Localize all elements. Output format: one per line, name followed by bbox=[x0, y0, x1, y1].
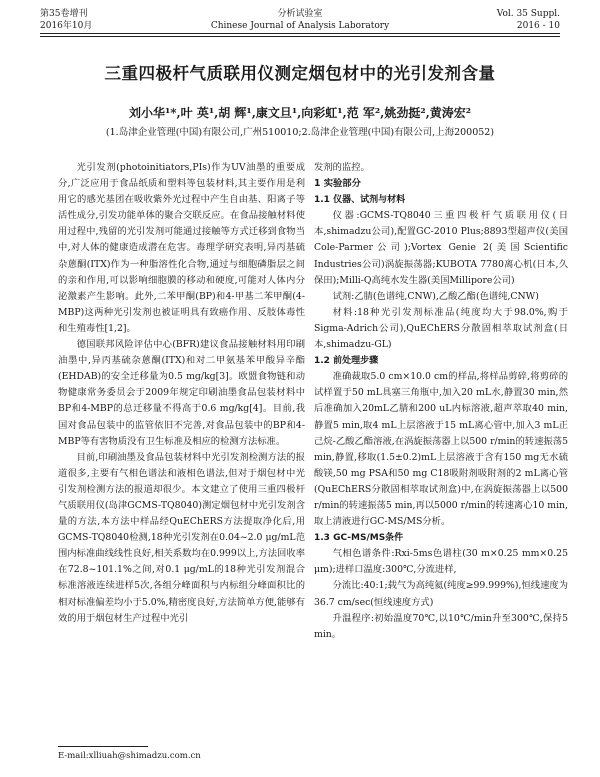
gc-conditions-paragraph: 气相色谱条件:Rxi-5ms色谱柱(30 m×0.25 mm×0.25 μm);进样口温度:300℃,分流进样, bbox=[314, 548, 568, 576]
subsection-heading-pretreatment: 1.2 前处理步骤 bbox=[314, 356, 379, 367]
subsection-heading-instruments: 1.1 仪器、试剂与材料 bbox=[314, 195, 406, 206]
intro-paragraph-1: 光引发剂(photoinitiators,PIs)作为UV油墨的重要成分,广泛应用于食品纸质和塑料等包装材料,其主要作用是利用它的感光基团在吸收紫外光过程中产生自由基、阳离子等活性成分,引发功能单体的聚合交联反应。在食品接触材料使用过程中,残留的光引发剂可能通过接触等方式迁移到食物当中,对人体的健康造成潜在危害。毒理学研究表明,异丙基硫杂蒽酮(ITX)作为一种脂溶性化合物,通过与细胞磷脂层之间的亲和作用,可以影响细胞膜的移动和硬度,可能对人体内分泌激素产生影响。此外,二苯甲酮(BP)和4-甲基二苯甲酮(4-MBP)这两种光引发剂也被证明具有致癌作用、反肢体毒性和生殖毒性[1,2]。 bbox=[58, 162, 305, 334]
left-column bbox=[58, 160, 305, 627]
temperature-program-paragraph: 升温程序:初始温度70℃,以10℃/min升至300℃,保持5 min。 bbox=[314, 612, 568, 640]
footnote-email: E-mail:xlliuah@shimadzu.com.cn bbox=[58, 751, 201, 761]
header-journal-en: Chinese Journal of Analysis Laboratory bbox=[210, 21, 390, 31]
header-date-en: 2016 - 10 bbox=[516, 21, 560, 31]
paper-authors: 刘小华¹*,叶 英¹,胡 辉¹,康文旦¹,向彩虹¹,范 军²,姚劲挺²,黄涛宏² bbox=[128, 106, 472, 120]
paper-affiliations: (1.岛津企业管理(中国)有限公司,广州510010;2.岛津企业管理(中国)有限公司,上海200052) bbox=[105, 127, 495, 138]
materials-paragraph: 材料:18种光引发剂标准品(纯度均大于98.0%,购于Sigma-Adrich公司),QuEChERS分散固相萃取试剂盒(日本,shimadzu-GL) bbox=[314, 306, 568, 351]
header-right bbox=[497, 8, 560, 32]
header-volume: 第35卷增刊 bbox=[40, 9, 88, 19]
intro-paragraph-2: 德国联邦风险评估中心(BFR)建议食品接触材料用印刷油墨中,异丙基硫杂蒽酮(ITX)和对二甲氨基苯甲酸异辛酯(EHDAB)的安全迁移量为0.5 mg/kg[3]。欧盟食物链和动物健康常务委员会于2009年规定印刷油墨食品包装材料中BP和4-MBP的总迁移量不得高于0.6 mg/kg[4]。目前,我国对食品包装中的监管依旧不完善,对食品包装中的BP和4-MBP等有害物质没有卫生标准及相应的检测方法标准。 bbox=[58, 339, 305, 447]
intro-tail: 发剂的监控。 bbox=[314, 162, 370, 173]
header-rule-thick bbox=[40, 33, 560, 34]
split-ratio-paragraph: 分流比:40:1;载气为高纯氦(纯度≥99.999%),恒线速度为36.7 cm/sec(恒线速度方式) bbox=[314, 580, 568, 608]
header-center bbox=[40, 8, 560, 32]
instruments-paragraph: 仪器:GCMS-TQ8040三重四极杆气质联用仪(日本,shimadzu公司),配置GC-2010 Plus;8893型超声仪(美国Cole-Parmer公司);Vortex Genie 2(美国Scientific Industries公司)涡旋振荡器;KUBOTA 7780离心机(日本,久保田);Milli-Q高纯水发生器(美国Millipore公司) bbox=[314, 210, 568, 286]
right-column bbox=[314, 160, 568, 643]
header-date: 2016年10月 bbox=[40, 21, 93, 31]
header-journal-cn: 分析试验室 bbox=[277, 9, 323, 19]
journal-header bbox=[40, 6, 560, 36]
header-vol-en: Vol. 35 Suppl. bbox=[496, 9, 560, 19]
section-heading-experimental: 1 实验部分 bbox=[314, 178, 361, 190]
intro-paragraph-3: 目前,印刷油墨及食品包装材料中光引发剂检测方法的报道很多,主要有气相色谱法和液相色谱法,但对于烟包材中光引发剂检测方法的报道却很少。本文建立了使用三重四极杆气质联用仪(岛津GCMS-TQ8040)测定烟包材中光引发剂含量的方法,本方法中样品经QuEChERS方法提取净化后,用GCMS-TQ8040检测,18种光引发剂在0.04~2.0 μg/mL范围内标准曲线线性良好,相关系数均在0.999以上,方法回收率在72.8~101.1%之间,对0.1 μg/mL的18种光引发剂混合标准溶液连续进样5次,各组分峰面积与内标组分峰面积比的相对标准偏差均小于5.0%,精密度良好,方法简单方便,能够有效的用于烟包材生产过程中光引 bbox=[58, 451, 305, 624]
reagents-paragraph: 试剂:乙腈(色谱纯,CNW),乙酸乙酯(色谱纯,CNW) bbox=[332, 290, 539, 302]
footnote-rule bbox=[58, 746, 148, 747]
pretreatment-paragraph: 准确裁取5.0 cm×10.0 cm的样品,将样品剪碎,将剪碎的试样置于50 mL具塞三角瓶中,加入20 mL水,静置30 min,然后准确加入20mL乙腈和200 uL内标溶液,超声萃取40 min,静置5 min,取4 mL上层溶液于15 mL离心管中,加入3 mL正己烷-乙酸乙酯溶液,在涡旋振荡器上以500 r/min的转速振荡5 min,静置,移取(1.5±0.2)mL上层溶液于含有150 mg无水硫酸镁,50 mg PSA和50 mg C18吸附剂吸附剂的2 mL离心管(QuEChERS分散固相萃取试剂盒)中,在涡旋振荡器上以500 r/min的转速振荡5 min,再以5000 r/min的转速离心10 min,取上清液进行GC-MS/MS分析。 bbox=[314, 371, 569, 528]
header-rule-thin bbox=[40, 36, 560, 37]
subsection-heading-gcms: 1.3 GC-MS/MS条件 bbox=[314, 533, 404, 544]
paper-title: 三重四极杆气质联用仪测定烟包材中的光引发剂含量 bbox=[104, 64, 496, 83]
